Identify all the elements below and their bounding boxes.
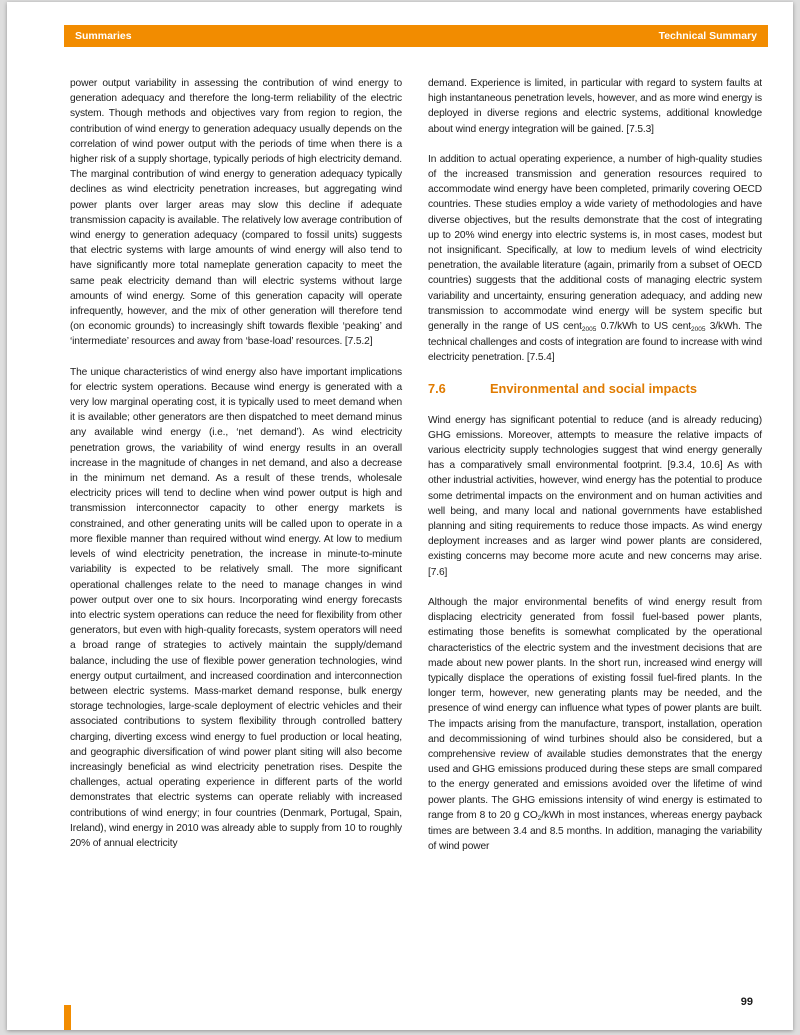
paragraph-text: 3/kWh. The technical challenges and costs of integration are found to increase with wind electricity penetration. [7.5.4] [428, 321, 762, 364]
document-page [7, 2, 793, 1030]
paragraph-generation-adequacy: power output variability in assessing the contribution of wind energy to generation adequacy and therefore the long-term reliability of the electric system. Though methods and objectives vary from region to region, the contribution of wind energy to generation adequacy usually depends on the correlation of wind power output with the periods of time when there is a higher risk of a supply shortage, typically periods of high electricity demand. The marginal contribution of wind energy to generation adequacy typically declines as wind electricity penetration increases, but aggregating wind power plants over larger areas may slow this decline if adequate transmission capacity is available. The relatively low average contribution of wind energy to generation adequacy (compared to fossil units) suggests that electric systems with large amounts of wind energy will also tend to have significantly more total nameplate generation capacity to meet the same peak electricity demand than will electric systems without large amounts of wind energy. Some of this generation capacity will operate infrequently, however, and the mix of other generation will therefore tend (on economic grounds) to increasingly shift towards flexible ‘peaking’ and ‘intermediate’ resources and away from ‘base-load’ resources. [7.5.2] [70, 78, 402, 348]
left-column [70, 76, 402, 854]
paragraph-text: 0.7/kWh to US cent [596, 321, 691, 333]
paragraph-operating-experience: demand. Experience is limited, in particular with regard to system faults at high instantaneous penetration levels, however, and as more wind energy is deployed in diverse regions and electric systems, additional knowledge about wind energy integration will be gained. [7.5.3] [428, 78, 762, 135]
corner-tab-decoration [64, 1005, 71, 1030]
right-column [428, 76, 762, 854]
section-heading [428, 381, 762, 396]
page-number: 99 [740, 996, 753, 1008]
section-title: Environmental and social impacts [490, 380, 697, 396]
paragraph-environmental-benefits [428, 595, 762, 854]
subscript-year: 2005 [581, 326, 597, 334]
subscript-co2: 2 [537, 814, 542, 822]
header-bar [64, 25, 768, 47]
subscript-year: 2005 [690, 326, 706, 334]
paragraph-text: /kWh in most instances, whereas energy payback times are between 3.4 and 8.5 months. In addition, managing the variability of wind power [428, 809, 762, 853]
paragraph-environmental-potential: Wind energy has significant potential to reduce (and is already reducing) GHG emissions. Moreover, attempts to measure the relative impacts of various electricity supply technologies suggest that wind energy generally has a comparatively small environmental footprint. [9.3.4, 10.6] As with other industrial activities, however, wind energy has the potential to produce some detrimental impacts on the environment and on human activities and well being, and many local and national governments have established planning and siting requirements to reduce those impacts. As wind energy deployment increases and as larger wind power plants are considered, existing concerns may become more acute and new concerns may arise. [7.6] [428, 414, 762, 578]
header-section-label: Summaries [75, 30, 132, 42]
paragraph-system-operations: The unique characteristics of wind energy also have important implications for electric system operations. Because wind energy is generated with a very low marginal operating cost, it is typically used to meet demand when it is available; other generators are then dispatched to meet demand minus any available wind energy (i.e., ‘net demand’). As wind electricity penetration grows, the variability of wind energy results in an overall increase in the magnitude of changes in net demand, and also a decrease in the minimum net demand. As a result of these trends, wholesale electricity prices will tend to decline when wind power output is high and transmission interconnector capacity to other energy markets is constrained, and other generating units will be called upon to operate in a more flexible manner than required without wind energy. At low to medium levels of wind electricity penetration, the increase in minute-to-minute variability is expected to be relatively small. The more significant operational challenges relate to the need to manage changes in wind power output over one to six hours. Incorporating wind energy forecasts into electric system operations can reduce the need for flexibility from other generators, but even with high-quality forecasts, system operators will need a broad range of strategies to actively maintain the supply/demand balance, including the use of flexible power generation technologies, wind energy output curtailment, and increased coordination and interconnection between electric systems. Mass-market demand response, bulk energy storage technologies, large-scale deployment of electric vehicles and their associated contributions to system flexibility through controlled battery charging, diverting excess wind energy to fuel production or local heating, and geographic diversification of wind power plant siting will also become increasingly beneficial as wind electricity penetration rises. Despite the challenges, actual operating experience in different parts of the world demonstrates that electric systems can operate reliably with increased contributions of wind energy; in four countries (Denmark, Portugal, Spain, Ireland), wind energy in 2010 was already able to supply from 10 to roughly 20% of annual electricity [70, 366, 402, 849]
section-number: 7.6 [428, 380, 446, 396]
paragraph-integration-studies [428, 152, 762, 366]
paragraph-text: In addition to actual operating experience, a number of high-quality studies of the increased transmission and generation resources required to accommodate wind energy have been completed, primarily covering OECD countries. These studies employ a wide variety of methodologies and have diverse objectives, but the results demonstrate that the cost of integrating up to 20% wind energy into electric systems is, in most cases, modest but not insignificant. Specifically, at low to medium levels of wind electricity penetration, the available literature (again, primarily from a subset of OECD countries) suggests that the additional costs of managing electric system variability and uncertainty, ensuring generation adequacy, and adding new transmission to accommodate wind energy will be system specific but generally in the range of US cent [428, 153, 762, 333]
paragraph-text: Although the major environmental benefits of wind energy result from displacing electricity generated from fossil fuel-based power plants, estimating those benefits is somewhat complicated by the operational characteristics of the electric system and the investment decisions that are made about new power plants. In the short run, increased wind energy will typically displace the operations of existing fossil fuel-fired plants. In the longer term, however, new generating plants may be needed, and the presence of wind energy can influence what types of power plants are built. The impacts arising from the manufacture, transport, installation, operation and decommissioning of wind turbines should also be considered, but a comprehensive review of available studies demonstrates that the energy used and GHG emissions produced during these steps are small compared to the energy generated and emissions avoided over the lifetime of wind power plants. The GHG emissions intensity of wind energy is estimated to range from 8 to 20 g CO [428, 596, 762, 821]
page-content [70, 76, 762, 854]
header-document-label: Technical Summary [658, 30, 757, 42]
